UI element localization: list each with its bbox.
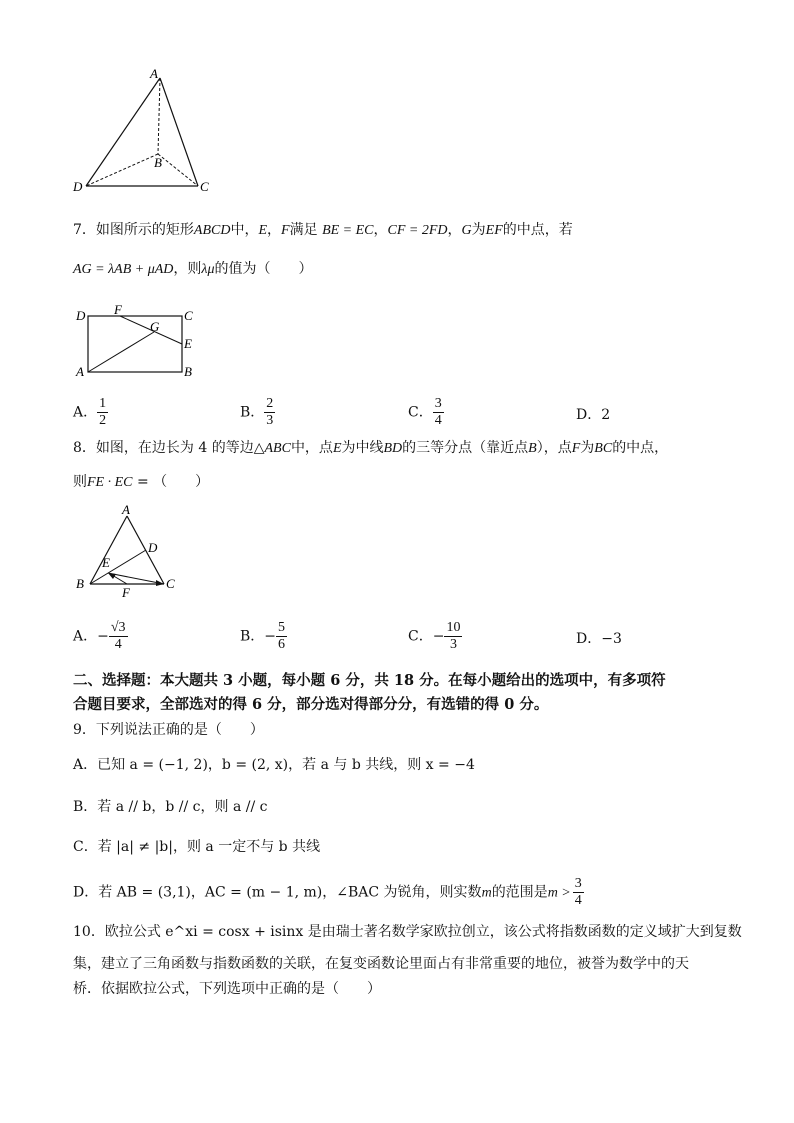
option-letter: D． (576, 407, 602, 423)
q8-text: ），点 (536, 440, 572, 456)
q7-option-d[interactable] (576, 404, 610, 424)
fraction (109, 620, 128, 653)
q9-option-a[interactable]: A．已知 a = (−1, 2)，b = (2, x)，若 a 与 b 共线，则 x = −4 (73, 757, 475, 773)
q8-dot-product: FE · EC (87, 475, 133, 490)
side-ab (90, 516, 127, 584)
label-B: B (154, 155, 162, 170)
label-C: C (200, 179, 209, 194)
rect-label-D: D (76, 308, 86, 323)
rect-label-C: C (184, 308, 193, 323)
option-letter: C． (408, 404, 433, 421)
q8-option-d[interactable] (576, 628, 622, 648)
q8-bc: BC (594, 441, 613, 456)
fraction-num: 3 (434, 396, 442, 411)
q10-line2: 集，建立了三角函数与指数函数的关联，在复变函数论里面占有非常重要的地位，被誉为数学中的天 (73, 956, 689, 972)
q7-stem-text4: 为 (471, 222, 486, 238)
q8-option-a[interactable] (73, 620, 128, 653)
option-letter: B． (240, 628, 265, 645)
rect-label-E: E (184, 336, 192, 351)
q9-option-d-text2: 的范围是 (491, 884, 548, 901)
tri-label-F: F (122, 585, 130, 600)
section2-heading-line2: 合题目要求，全部选对的得 6 分，部分选对得部分分，有选错的得 0 分。 (73, 696, 549, 713)
q10-line1: 10．欧拉公式 e^xi = cosx + isinx 是由瑞士著名数学家欧拉创立，该公式将指数函数的定义域扩大到复数 (73, 924, 742, 940)
fraction-num: 3 (574, 876, 582, 891)
option-letter: B． (240, 404, 265, 421)
segment-ec (108, 573, 164, 584)
fraction-num: 10 (446, 620, 461, 635)
tri-label-A: A (122, 504, 130, 517)
option-sign: − (432, 628, 445, 645)
rectangle-figure (72, 304, 202, 382)
option-sign: − (97, 628, 109, 645)
edge-AC (160, 78, 198, 186)
q7-point-f: F (281, 223, 290, 238)
q9-option-c[interactable]: C．若 |a| ≠ |b|，则 a 一定不与 b 共线 (73, 839, 321, 855)
q8-text: 为 (580, 440, 595, 456)
q8-abc: ABC (264, 441, 291, 456)
q8-text: 的中点， (612, 440, 669, 456)
q7-option-a[interactable] (73, 396, 108, 429)
q9-inequality: m > (547, 885, 571, 901)
q7-comma: ， (267, 222, 282, 238)
fraction-den: 3 (449, 637, 457, 652)
fraction (444, 620, 462, 653)
q8-text: 8．如图，在边长为 4 的等边△ (73, 440, 265, 456)
option-letter: A． (73, 404, 98, 421)
q7-option-c[interactable] (408, 396, 444, 429)
q7-stem-text2: 中， (230, 222, 259, 238)
fraction-num: 1 (99, 396, 107, 411)
pyramid-figure (70, 64, 220, 196)
q8-option-b[interactable] (240, 620, 287, 653)
fraction-den: 4 (434, 413, 442, 428)
edge-AD (86, 78, 160, 186)
option-letter: D． (576, 631, 602, 647)
q7-point-g: G (461, 223, 472, 238)
fraction (264, 396, 275, 429)
label-A: A (150, 66, 158, 81)
fraction (573, 876, 584, 909)
fraction-num: √3 (110, 620, 126, 635)
fraction (97, 396, 108, 429)
q7-stem-text3: 满足 (289, 222, 318, 238)
q9-variable-m: m (481, 885, 492, 901)
q8-line2 (73, 472, 209, 493)
q7-eq-cf-fd: CF = 2FD (387, 223, 448, 238)
q10-line3: 桥．依据欧拉公式，下列选项中正确的是（ ） (73, 981, 381, 997)
q9-stem: 9．下列说法正确的是（ ） (73, 722, 264, 738)
tri-label-D: D (148, 540, 158, 555)
q8-text: 则 (73, 474, 87, 490)
q7-stem-text6: ，则 (173, 261, 202, 277)
q7-stem-text: 7．如图所示的矩形 (73, 222, 194, 238)
tri-label-C: C (166, 576, 175, 591)
option-value: −3 (601, 631, 622, 647)
q8-point-f: F (571, 441, 581, 456)
edge-AB (158, 78, 160, 154)
rect-label-A: A (76, 364, 84, 379)
fraction-den: 4 (574, 893, 582, 908)
q8-text: 的三等分点（靠近点 (402, 440, 529, 456)
triangle-figure (72, 504, 184, 600)
tri-label-E: E (102, 555, 110, 570)
fraction-num: 2 (266, 396, 274, 411)
q7-point-e: E (258, 223, 268, 238)
section2-heading-line1: 二、选择题：本大题共 3 小题，每小题 6 分，共 18 分。在每小题给出的选项中，有多项符 (73, 672, 666, 689)
rect-label-G: G (150, 319, 160, 334)
q7-stem-text5: 的中点，若 (502, 222, 573, 238)
fraction-den: 3 (266, 413, 274, 428)
fraction-den: 2 (99, 413, 107, 428)
option-value: 2 (601, 407, 611, 423)
q7-eq-be-ec: BE = EC (322, 223, 374, 238)
q8-option-c[interactable] (408, 620, 462, 653)
q7-line2 (73, 259, 313, 280)
q8-point-b: B (528, 441, 537, 456)
q8-bd: BD (383, 441, 403, 456)
label-D: D (73, 179, 83, 194)
q7-vector-equation: AG = λAB + μAD (73, 262, 174, 277)
fraction-den: 4 (114, 637, 122, 652)
q8-text: 为中线 (341, 440, 384, 456)
rect-label-F: F (114, 304, 122, 317)
q9-option-d[interactable] (73, 876, 584, 909)
fraction-num: 5 (278, 620, 286, 635)
q8-point-e: E (332, 441, 342, 456)
fraction-den: 6 (278, 637, 286, 652)
fraction (276, 620, 287, 653)
option-letter: C． (408, 628, 433, 645)
fraction (433, 396, 444, 429)
segment-ag (88, 332, 154, 372)
q7-line1: 7．如图所示的矩形ABCD中，E，F满足 BE = EC，CF = 2FD，G为EF的中点，若 (73, 222, 573, 238)
tri-label-B: B (76, 576, 84, 591)
q7-lambda-mu: λμ (201, 262, 215, 277)
q9-option-b[interactable]: B．若 a // b，b // c，则 a // c (73, 799, 268, 815)
q8-text: = （ ） (132, 474, 210, 490)
q8-line1 (73, 438, 668, 459)
q7-stem-text7: 的值为（ ） (214, 261, 313, 277)
q7-abcd: ABCD (193, 223, 231, 238)
option-sign: − (264, 628, 277, 645)
q7-segment-ef: EF (485, 223, 503, 238)
rect-label-B: B (184, 364, 192, 379)
option-letter: A． (73, 628, 98, 645)
arrowhead-fe (108, 573, 116, 579)
q9-option-d-text: D．若 AB = (3,1)，AC = (m − 1, m)，∠BAC 为锐角，则实数 (73, 884, 482, 901)
q7-option-b[interactable] (240, 396, 275, 429)
q8-text: 中，点 (290, 440, 333, 456)
